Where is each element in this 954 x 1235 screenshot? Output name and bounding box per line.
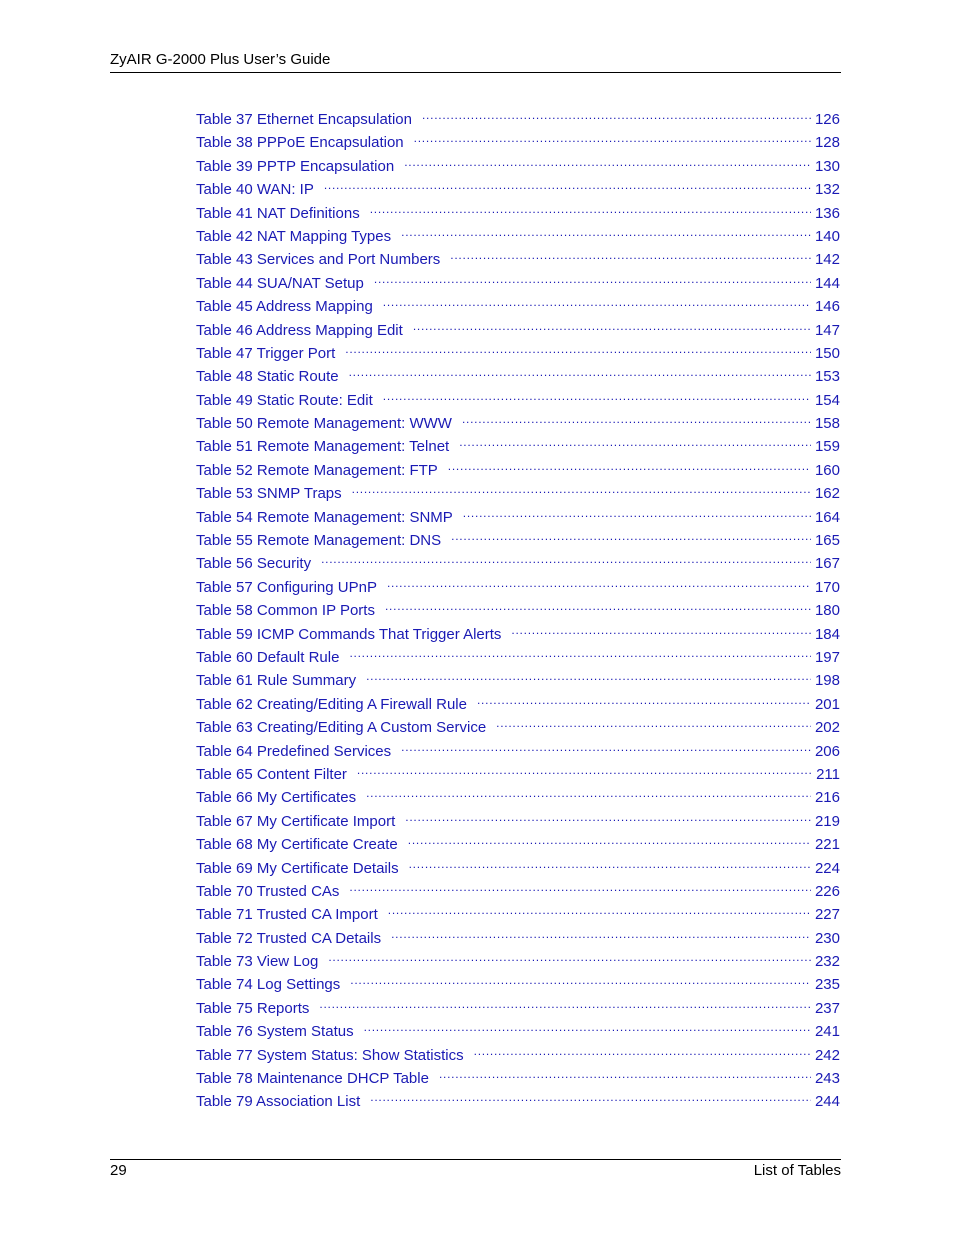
toc-entry-page: 241 [814, 1023, 840, 1041]
toc-entry-link[interactable] [196, 504, 840, 527]
toc-entry-page: 167 [814, 555, 840, 573]
toc-entry-title: Table 48 Static Route [196, 368, 339, 386]
toc-entry-link[interactable] [196, 1088, 840, 1111]
toc-entry-page: 153 [814, 368, 840, 386]
toc-entry-link[interactable] [196, 550, 840, 573]
dot-leader [366, 667, 811, 685]
toc-entry-title: Table 76 System Status [196, 1023, 354, 1041]
toc-entry-link[interactable] [196, 831, 840, 854]
dot-leader [391, 925, 811, 943]
toc-entry-page: 202 [814, 719, 840, 737]
dot-leader [408, 831, 811, 849]
dot-leader [496, 714, 811, 732]
dot-leader [450, 246, 811, 264]
toc-entry-page: 154 [814, 391, 840, 409]
toc-entry-link[interactable] [196, 223, 840, 246]
dot-leader [328, 948, 811, 966]
toc-entry-title: Table 57 Configuring UPnP [196, 578, 377, 596]
toc-entry-link[interactable] [196, 293, 840, 316]
toc-entry-title: Table 72 Trusted CA Details [196, 929, 382, 947]
section-name: List of Tables [753, 1162, 841, 1179]
dot-leader [413, 317, 811, 335]
toc-entry-page: 147 [814, 321, 840, 339]
toc-entry-page: 184 [814, 625, 840, 643]
toc-entry-title: Table 66 My Certificates [196, 789, 357, 807]
toc-entry-link[interactable] [196, 808, 840, 831]
dot-leader [349, 878, 811, 896]
toc-entry-title: Table 38 PPPoE Encapsulation [196, 134, 404, 152]
toc-entry-title: Table 60 Default Rule [196, 648, 340, 666]
toc-entry-link[interactable] [196, 597, 840, 620]
toc-entry-link[interactable] [196, 691, 840, 714]
toc-entry-title: Table 74 Log Settings [196, 976, 341, 994]
toc-entry-title: Table 56 Security [196, 555, 312, 573]
toc-entry-title: Table 51 Remote Management: Telnet [196, 438, 450, 456]
dot-leader [357, 761, 812, 779]
dot-leader [462, 410, 811, 428]
toc-entry-title: Table 59 ICMP Commands That Trigger Alerts [196, 625, 502, 643]
toc-entry-title: Table 69 My Certificate Details [196, 859, 399, 877]
dot-leader [366, 784, 811, 802]
toc-entry-title: Table 78 Maintenance DHCP Table [196, 1070, 429, 1088]
list-of-tables [196, 106, 840, 1112]
toc-entry-page: 126 [814, 111, 840, 128]
toc-entry-title: Table 70 Trusted CAs [196, 882, 340, 900]
dot-leader [474, 1042, 811, 1060]
toc-entry-link[interactable] [196, 1042, 840, 1065]
toc-entry-page: 128 [814, 134, 840, 152]
toc-entry-link[interactable] [196, 246, 840, 269]
toc-entry-title: Table 42 NAT Mapping Types [196, 227, 392, 245]
toc-entry-page: 130 [814, 157, 840, 175]
toc-entry-page: 150 [814, 344, 840, 362]
toc-entry-title: Table 46 Address Mapping Edit [196, 321, 403, 339]
toc-entry-link[interactable] [196, 129, 840, 152]
dot-leader [321, 550, 811, 568]
toc-entry-page: 144 [814, 274, 840, 292]
toc-entry-title: Table 37 Ethernet Encapsulation [196, 111, 412, 128]
dot-leader [319, 995, 811, 1013]
toc-entry-link[interactable] [196, 667, 840, 690]
toc-entry-page: 170 [814, 578, 840, 596]
toc-entry-link[interactable] [196, 995, 840, 1018]
toc-entry-page: 216 [814, 789, 840, 807]
dot-leader [324, 176, 811, 194]
toc-entry-title: Table 75 Reports [196, 999, 310, 1017]
toc-entry-page: 140 [814, 227, 840, 245]
toc-entry-page: 237 [814, 999, 840, 1017]
dot-leader [350, 971, 811, 989]
toc-entry-page: 142 [814, 251, 840, 269]
toc-entry-page: 198 [814, 672, 840, 690]
dot-leader [383, 293, 811, 311]
toc-entry-link[interactable] [196, 855, 840, 878]
document-title: ZyAIR G-2000 Plus User’s Guide [110, 51, 331, 68]
toc-entry-page: 201 [814, 695, 840, 713]
toc-entry-link[interactable] [196, 433, 840, 456]
toc-entry-title: Table 63 Creating/Editing A Custom Service [196, 719, 487, 737]
toc-entry-title: Table 73 View Log [196, 953, 319, 971]
dot-leader [477, 691, 811, 709]
toc-entry-title: Table 77 System Status: Show Statistics [196, 1046, 464, 1064]
toc-entry-page: 162 [814, 485, 840, 503]
toc-entry-page: 227 [814, 906, 840, 924]
toc-entry-page: 244 [814, 1093, 840, 1111]
toc-entry-link[interactable] [196, 106, 840, 129]
toc-entry-link[interactable] [196, 574, 840, 597]
toc-entry-link[interactable] [196, 153, 840, 176]
dot-leader [405, 808, 811, 826]
toc-entry-page: 242 [814, 1046, 840, 1064]
dot-leader [352, 480, 811, 498]
dot-leader [387, 574, 811, 592]
toc-entry-title: Table 39 PPTP Encapsulation [196, 157, 395, 175]
dot-leader [451, 527, 811, 545]
toc-entry-link[interactable] [196, 971, 840, 994]
dot-leader [370, 1088, 811, 1106]
toc-entry-title: Table 62 Creating/Editing A Firewall Rule [196, 695, 467, 713]
toc-entry-link[interactable] [196, 317, 840, 340]
toc-entry-title: Table 50 Remote Management: WWW [196, 415, 452, 433]
toc-entry-title: Table 61 Rule Summary [196, 672, 357, 690]
toc-entry-title: Table 49 Static Route: Edit [196, 391, 373, 409]
page-header [110, 50, 841, 73]
dot-leader [364, 1018, 811, 1036]
toc-entry-page: 132 [814, 181, 840, 199]
dot-leader [383, 387, 811, 405]
dot-leader [388, 901, 811, 919]
toc-entry-title: Table 45 Address Mapping [196, 298, 373, 316]
toc-entry-link[interactable] [196, 714, 840, 737]
toc-entry-title: Table 68 My Certificate Create [196, 836, 398, 854]
toc-entry-link[interactable] [196, 176, 840, 199]
dot-leader [401, 223, 811, 241]
toc-entry-link[interactable] [196, 340, 840, 363]
toc-entry-page: 221 [814, 836, 840, 854]
toc-entry-page: 224 [814, 859, 840, 877]
toc-entry-link[interactable] [196, 527, 840, 550]
toc-entry-title: Table 58 Common IP Ports [196, 602, 375, 620]
toc-entry-page: 232 [814, 953, 840, 971]
toc-entry-link[interactable] [196, 457, 840, 480]
dot-leader [401, 738, 811, 756]
page-footer [110, 1159, 841, 1182]
dot-leader [345, 340, 811, 358]
toc-entry-page: 165 [814, 532, 840, 550]
toc-entry-link[interactable] [196, 363, 840, 386]
toc-entry-title: Table 54 Remote Management: SNMP [196, 508, 453, 526]
toc-entry-link[interactable] [196, 200, 840, 223]
toc-entry-link[interactable] [196, 270, 840, 293]
toc-entry-page: 164 [814, 508, 840, 526]
dot-leader [370, 200, 811, 218]
toc-entry-title: Table 53 SNMP Traps [196, 485, 342, 503]
toc-entry-page: 136 [814, 204, 840, 222]
toc-entry-link[interactable] [196, 738, 840, 761]
toc-entry-link[interactable] [196, 784, 840, 807]
toc-entry-title: Table 40 WAN: IP [196, 181, 314, 199]
toc-entry-page: 159 [814, 438, 840, 456]
toc-entry-page: 226 [814, 882, 840, 900]
toc-entry-page: 230 [814, 929, 840, 947]
toc-entry-link[interactable] [196, 480, 840, 503]
toc-entry-page: 160 [814, 461, 840, 479]
dot-leader [414, 129, 811, 147]
toc-entry-page: 211 [816, 765, 840, 783]
toc-entry-title: Table 79 Association List [196, 1093, 361, 1111]
toc-entry-link[interactable] [196, 878, 840, 901]
dot-leader [385, 597, 811, 615]
toc-entry-link[interactable] [196, 644, 840, 667]
toc-entry-link[interactable] [196, 948, 840, 971]
toc-entry-title: Table 47 Trigger Port [196, 344, 336, 362]
dot-leader [374, 270, 811, 288]
toc-entry-link[interactable] [196, 410, 840, 433]
page-number: 29 [110, 1162, 127, 1179]
toc-entry-title: Table 67 My Certificate Import [196, 812, 396, 830]
toc-entry-link[interactable] [196, 387, 840, 410]
toc-entry-page: 158 [814, 415, 840, 433]
toc-entry-title: Table 55 Remote Management: DNS [196, 532, 442, 550]
dot-leader [404, 153, 811, 171]
toc-entry-link[interactable] [196, 901, 840, 924]
dot-leader [349, 644, 811, 662]
toc-entry-title: Table 65 Content Filter [196, 765, 347, 783]
toc-entry-page: 206 [814, 742, 840, 760]
toc-entry-title: Table 41 NAT Definitions [196, 204, 360, 222]
toc-entry-title: Table 44 SUA/NAT Setup [196, 274, 364, 292]
toc-entry-title: Table 43 Services and Port Numbers [196, 251, 441, 269]
toc-entry-page: 235 [814, 976, 840, 994]
dot-leader [422, 106, 811, 124]
dot-leader [439, 1065, 811, 1083]
toc-entry-title: Table 52 Remote Management: FTP [196, 461, 438, 479]
toc-entry-link[interactable] [196, 925, 840, 948]
dot-leader [409, 855, 811, 873]
toc-entry-link[interactable] [196, 761, 840, 784]
dot-leader [511, 621, 811, 639]
toc-entry-page: 243 [814, 1070, 840, 1088]
dot-leader [448, 457, 811, 475]
toc-entry-page: 197 [814, 648, 840, 666]
toc-entry-page: 180 [814, 602, 840, 620]
toc-entry-title: Table 64 Predefined Services [196, 742, 392, 760]
toc-entry-link[interactable] [196, 621, 840, 644]
dot-leader [459, 433, 811, 451]
toc-entry-link[interactable] [196, 1065, 840, 1088]
toc-entry-title: Table 71 Trusted CA Import [196, 906, 378, 924]
toc-entry-page: 219 [814, 812, 840, 830]
dot-leader [349, 363, 811, 381]
toc-entry-link[interactable] [196, 1018, 840, 1041]
toc-entry-page: 146 [814, 298, 840, 316]
dot-leader [463, 504, 811, 522]
